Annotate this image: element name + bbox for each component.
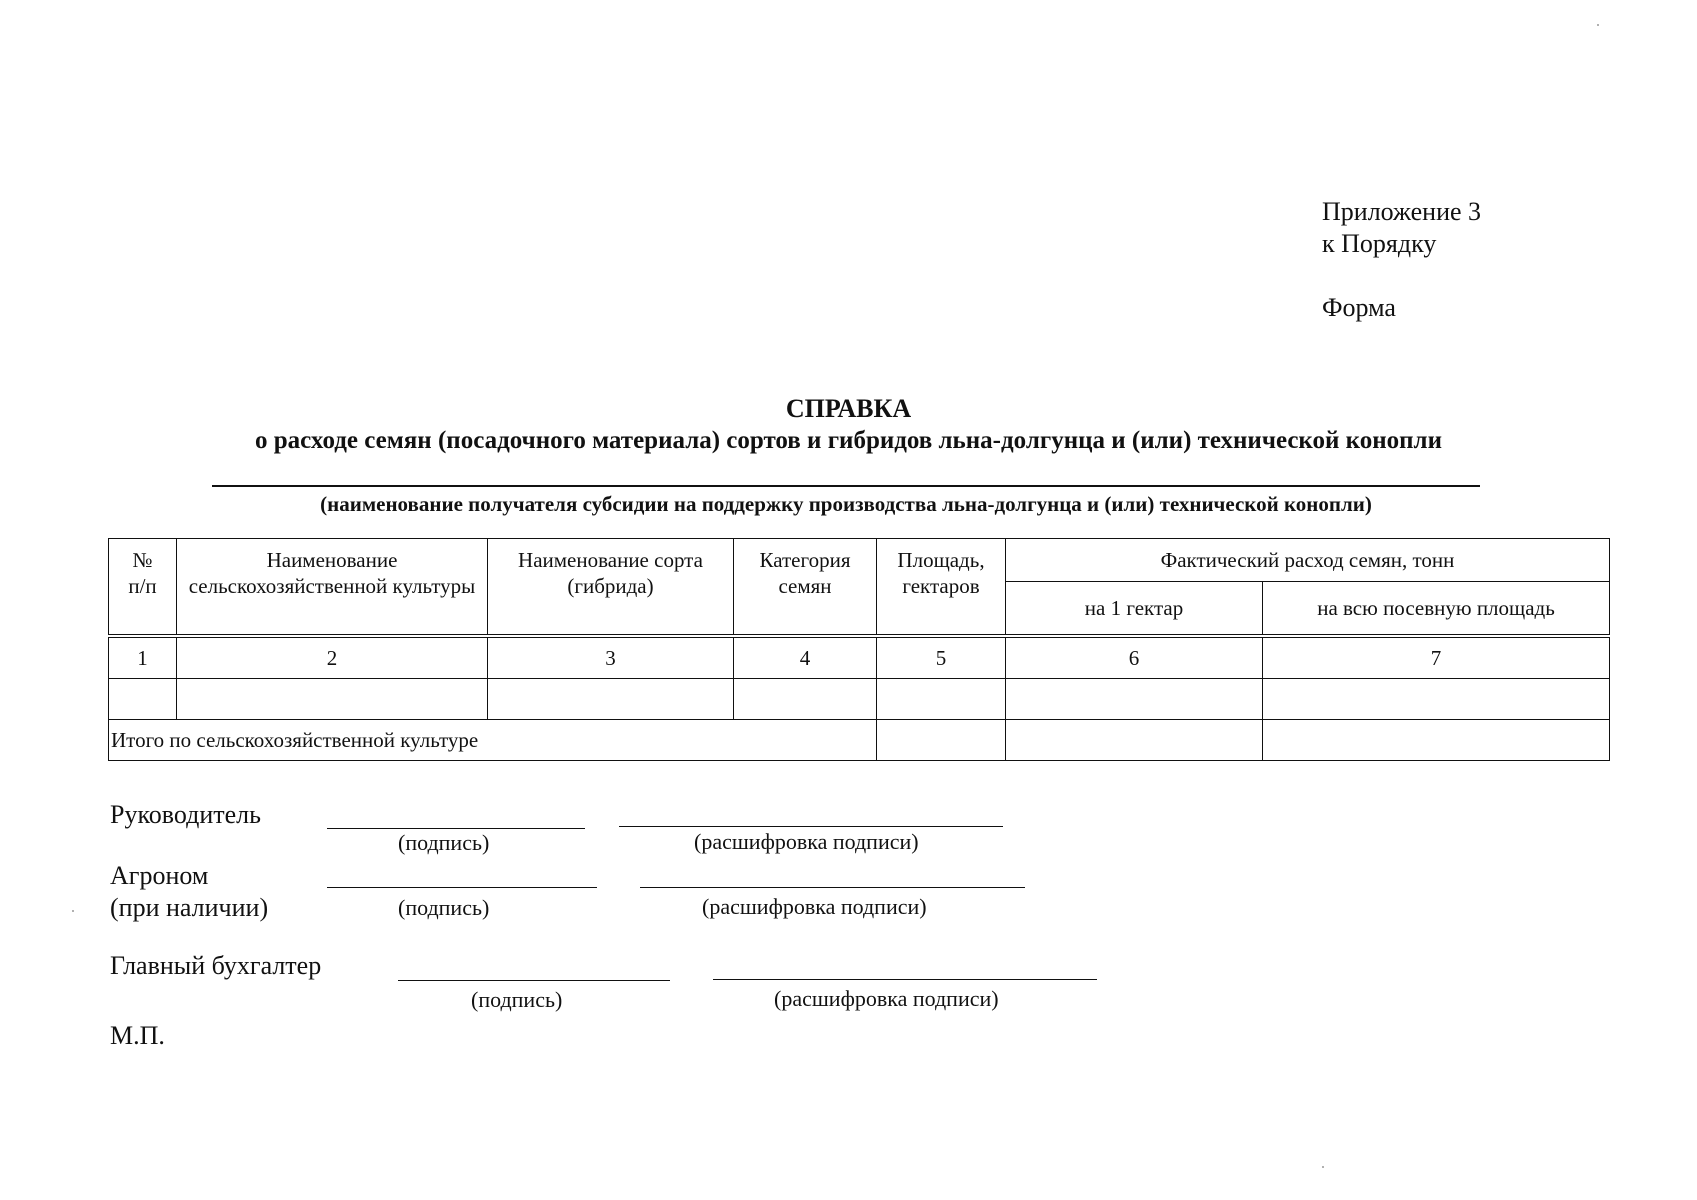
signature-role-agronomist-note: (при наличии) [110,893,269,922]
recipient-field[interactable] [212,485,1480,487]
column-numbers-row [109,636,1610,679]
agronomist-name-field[interactable] [640,887,1025,888]
total-row [109,720,1610,761]
appendix-header [1322,196,1602,324]
column-number: 3 [488,636,734,679]
cell-num[interactable] [109,679,177,720]
col-header-area: Площадь, гектаров [877,539,1006,637]
total-label: Итого по сельскохозяйственной культуре [109,720,877,761]
agronomist-signature-caption: (подпись) [398,895,490,920]
column-number: 6 [1006,636,1263,679]
signature-role-agronomist: Агроном [110,861,209,890]
form-label: Форма [1322,293,1396,322]
signature-role-director: Руководитель [110,800,261,829]
scan-speck [1597,24,1599,26]
column-number: 5 [877,636,1006,679]
col-header-category: Категория семян [734,539,877,637]
scan-speck [1322,1166,1324,1168]
director-name-caption: (расшифровка подписи) [694,829,919,854]
stamp-place: М.П. [110,1021,165,1050]
column-number: 2 [177,636,488,679]
appendix-reference: к Порядку [1322,229,1437,258]
cell-category[interactable] [734,679,877,720]
cell-total-consumption[interactable] [1263,720,1610,761]
director-signature-field[interactable] [327,828,585,829]
table-row [109,679,1610,720]
scan-speck [72,910,74,912]
column-number: 7 [1263,636,1610,679]
cell-per-hectare[interactable] [1006,679,1263,720]
cell-variety[interactable] [488,679,734,720]
seed-consumption-table [108,538,1610,761]
cell-total-area[interactable] [1263,679,1610,720]
director-name-field[interactable] [619,826,1003,827]
accountant-signature-caption: (подпись) [471,987,563,1012]
accountant-signature-field[interactable] [398,980,670,981]
col-header-crop: Наименование сельскохозяйственной культуры [177,539,488,637]
agronomist-signature-field[interactable] [327,887,597,888]
col-header-per-hectare: на 1 гектар [1006,582,1263,637]
column-number: 4 [734,636,877,679]
recipient-caption: (наименование получателя субсидии на поддержку производства льна-долгунца и (или) технической конопли) [320,492,1372,516]
appendix-number: Приложение 3 [1322,197,1482,226]
accountant-name-field[interactable] [713,979,1097,980]
cell-crop[interactable] [177,679,488,720]
document-title: СПРАВКА [785,394,912,423]
cell-total-per-hectare[interactable] [1006,720,1263,761]
director-signature-caption: (подпись) [398,830,490,855]
column-number: 1 [109,636,177,679]
cell-area[interactable] [877,679,1006,720]
document-subtitle: о расходе семян (посадочного материала) сортов и гибридов льна-долгунца и (или) технической конопли [255,427,1442,454]
accountant-name-caption: (расшифровка подписи) [774,986,999,1011]
col-header-actual-consumption: Фактический расход семян, тонн [1006,539,1610,582]
agronomist-name-caption: (расшифровка подписи) [702,894,927,919]
cell-total-area-sum[interactable] [877,720,1006,761]
col-header-variety: Наименование сорта (гибрида) [488,539,734,637]
signature-role-chief-accountant: Главный бухгалтер [110,951,322,980]
col-header-num: № п/п [109,539,177,637]
col-header-total-area: на всю посевную площадь [1263,582,1610,637]
